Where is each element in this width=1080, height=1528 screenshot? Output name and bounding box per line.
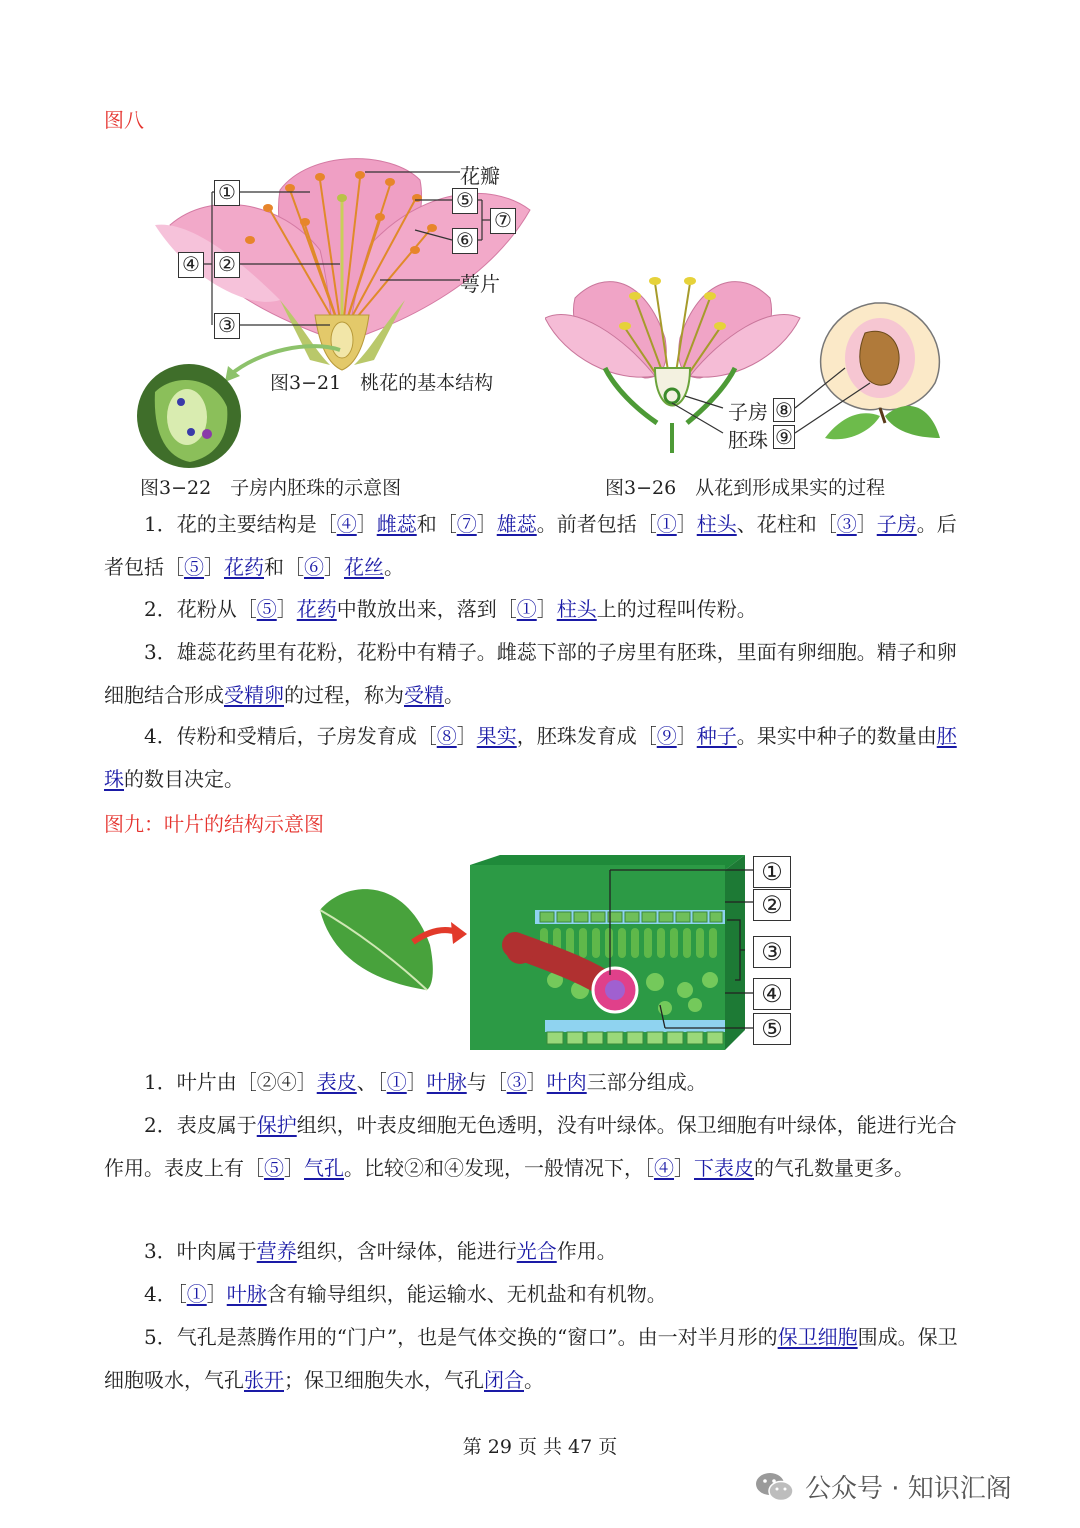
watermark-text: 公众号 · 知识汇阁: [805, 1474, 1012, 1504]
flower-label-6: ⑥: [452, 228, 478, 254]
leaf-label-2: ②: [753, 889, 791, 921]
flower-to-fruit-figure: [545, 258, 945, 458]
flower-label-1: ①: [214, 180, 240, 206]
flower-label-2: ②: [214, 252, 240, 278]
leaf-label-1: ①: [753, 856, 791, 888]
q8-1: 1．花的主要结构是［④］雌蕊和［⑦］雄蕊。前者包括［①］柱头、花柱和［③］子房。后者包括［⑤］花药和［⑥］花丝。: [104, 512, 957, 579]
q9-1: 1．叶片由［②④］表皮、［①］叶脉与［③］叶肉三部分组成。: [144, 1070, 707, 1094]
leaf-label-3: ③: [753, 936, 791, 968]
leaf-structure-figure: [315, 850, 795, 1055]
section8-title: 图八: [104, 108, 144, 132]
leaf-label-4: ④: [753, 978, 791, 1010]
ovary-number-box: ⑧: [773, 398, 795, 422]
q9-2: 2．表皮属于保护组织，叶表皮细胞无色透明，没有叶绿体。保卫细胞有叶绿体，能进行光合作用。表皮上有［⑤］气孔。比较②和④发现，一般情况下，［④］下表皮的气孔数量更多。: [104, 1113, 957, 1180]
fig-3-21-caption: 图3−21 桃花的基本结构: [270, 372, 494, 394]
page-number: 第 29 页 共 47 页: [462, 1436, 618, 1458]
ovule-illustration: [135, 362, 243, 470]
ovule-label: 胚珠: [728, 428, 768, 452]
q9-3: 3．叶肉属于营养组织，含叶绿体，能进行光合作用。: [144, 1239, 617, 1263]
watermark: [755, 1468, 1012, 1505]
flower-label-4: ④: [178, 252, 204, 278]
fig-3-26-caption: 图3−26 从花到形成果实的过程: [605, 477, 886, 499]
section9-title: 图九：叶片的结构示意图: [104, 812, 324, 836]
sepal-label: 萼片: [460, 272, 500, 296]
q8-4: 4．传粉和受精后，子房发育成［⑧］果实，胚珠发育成［⑨］种子。果实中种子的数量由胚珠的数目决定。: [104, 724, 957, 791]
flower-label-3: ③: [214, 313, 240, 339]
ovule-inset: [135, 362, 243, 470]
leaf-label-5: ⑤: [753, 1013, 791, 1045]
q8-3: 3．雄蕊花药里有花粉，花粉中有精子。雌蕊下部的子房里有胚珠，里面有卵细胞。精子和卵细胞结合形成受精卵的过程，称为受精。: [104, 640, 957, 707]
leaf-structure-illustration: [315, 850, 795, 1055]
fig-3-22-caption: 图3−22 子房内胚珠的示意图: [140, 477, 402, 499]
q9-5: 5．气孔是蒸腾作用的“门户”，也是气体交换的“窗口”。由一对半月形的保卫细胞围成。保卫细胞吸水，气孔张开；保卫细胞失水，气孔闭合。: [104, 1325, 958, 1392]
q8-2: 2．花粉从［⑤］花药中散放出来，落到［①］柱头上的过程叫传粉。: [144, 597, 757, 621]
ovary-label: 子房: [728, 400, 768, 424]
petal-label: 花瓣: [460, 164, 500, 188]
flower-label-7: ⑦: [490, 208, 516, 234]
flower-label-5: ⑤: [452, 188, 478, 214]
ovule-number-box: ⑨: [773, 425, 795, 449]
q9-4: 4．［①］叶脉含有输导组织，能运输水、无机盐和有机物。: [144, 1282, 667, 1306]
wechat-icon: [755, 1470, 795, 1504]
